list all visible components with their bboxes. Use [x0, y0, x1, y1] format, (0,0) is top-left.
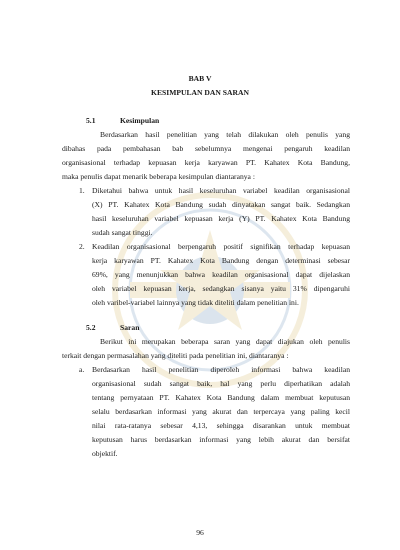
list-marker-a: a.: [79, 365, 85, 374]
section-title-saran: Saran: [120, 323, 140, 332]
list-item-line: hasil keseluruhan variabel kepuasan kerja (Y) PT. Kahatex Kota Bandung: [92, 214, 350, 223]
list-item-line: organisasional sudah sangat baik, hal yang perlu diperhatikan adalah: [92, 379, 350, 388]
list-marker-1: 1.: [79, 186, 85, 195]
list-item-line: kerja karyawan PT. Kahatex Kota Bandung dengan determinasi sebesar: [92, 256, 350, 265]
list-item-line: tentang pernyataan PT. Kahatex Kota Bandung dalam membuat keputusan: [92, 393, 350, 402]
page-number: 96: [196, 528, 204, 537]
paragraph-line: terkait dengan permasalahan yang diteliti pada penelitian ini, diantaranya :: [62, 351, 289, 360]
list-item-line: Berdasarkan hasil penelitian diperoleh informasi bahwa keadilan: [92, 365, 350, 374]
list-item-line: objektif.: [92, 449, 118, 458]
list-marker-2: 2.: [79, 242, 85, 251]
list-item-line: (X) PT. Kahatex Kota Bandung sudah dinyatakan sangat baik. Sedangkan: [92, 200, 350, 209]
list-item-line: 69%, yang menunjukkan bahwa keadilan organisasional dapat dijelaskan: [92, 270, 350, 279]
list-item-line: oleh variabel kepuasan kerja, sedangkan sisanya yaitu 31% dipengaruhi: [92, 284, 350, 293]
list-item-line: Keadilan organisasional berpengaruh positif signifikan terhadap kepuasan: [92, 242, 350, 251]
list-item-line: oleh varibel-variabel lainnya yang tidak diteliti dalam penelitian ini.: [92, 298, 299, 307]
chapter-label: BAB V: [188, 74, 212, 83]
section-number-5-2: 5.2: [86, 323, 96, 332]
list-item-line: sudah sangat tinggi.: [92, 228, 153, 237]
list-item-line: nilai rata-ratanya sebesar 4,13, sehingga disarankan untuk membuat: [92, 421, 350, 430]
paragraph-line: dibahas pada pembahasan bab sebelumnya mengenai pengaruh keadilan: [62, 144, 350, 153]
paragraph-line: maka penulis dapat menarik beberapa kesimpulan diantaranya :: [62, 172, 255, 181]
paragraph-line: Berikut ini merupakan beberapa saran yang dapat diajukan oleh penulis: [100, 337, 350, 346]
section-number-5-1: 5.1: [86, 116, 96, 125]
paragraph-line: organisasional terhadap kepuasan kerja karyawan PT. Kahatex Kota Bandung,: [62, 158, 350, 167]
list-item-line: selalu berdasarkan informasi yang akurat dan terpercaya yang paling kecil: [92, 407, 350, 416]
chapter-title: KESIMPULAN DAN SARAN: [151, 88, 249, 97]
paragraph-line: Berdasarkan hasil penelitian yang telah dilakukan oleh penulis yang: [100, 130, 350, 139]
section-title-kesimpulan: Kesimpulan: [120, 116, 160, 125]
list-item-line: keputusan harus berdasarkan informasi yang lebih akurat dan bersifat: [92, 435, 350, 444]
list-item-line: Diketahui bahwa untuk hasil keseluruhan variabel keadilan organisasional: [92, 186, 350, 195]
